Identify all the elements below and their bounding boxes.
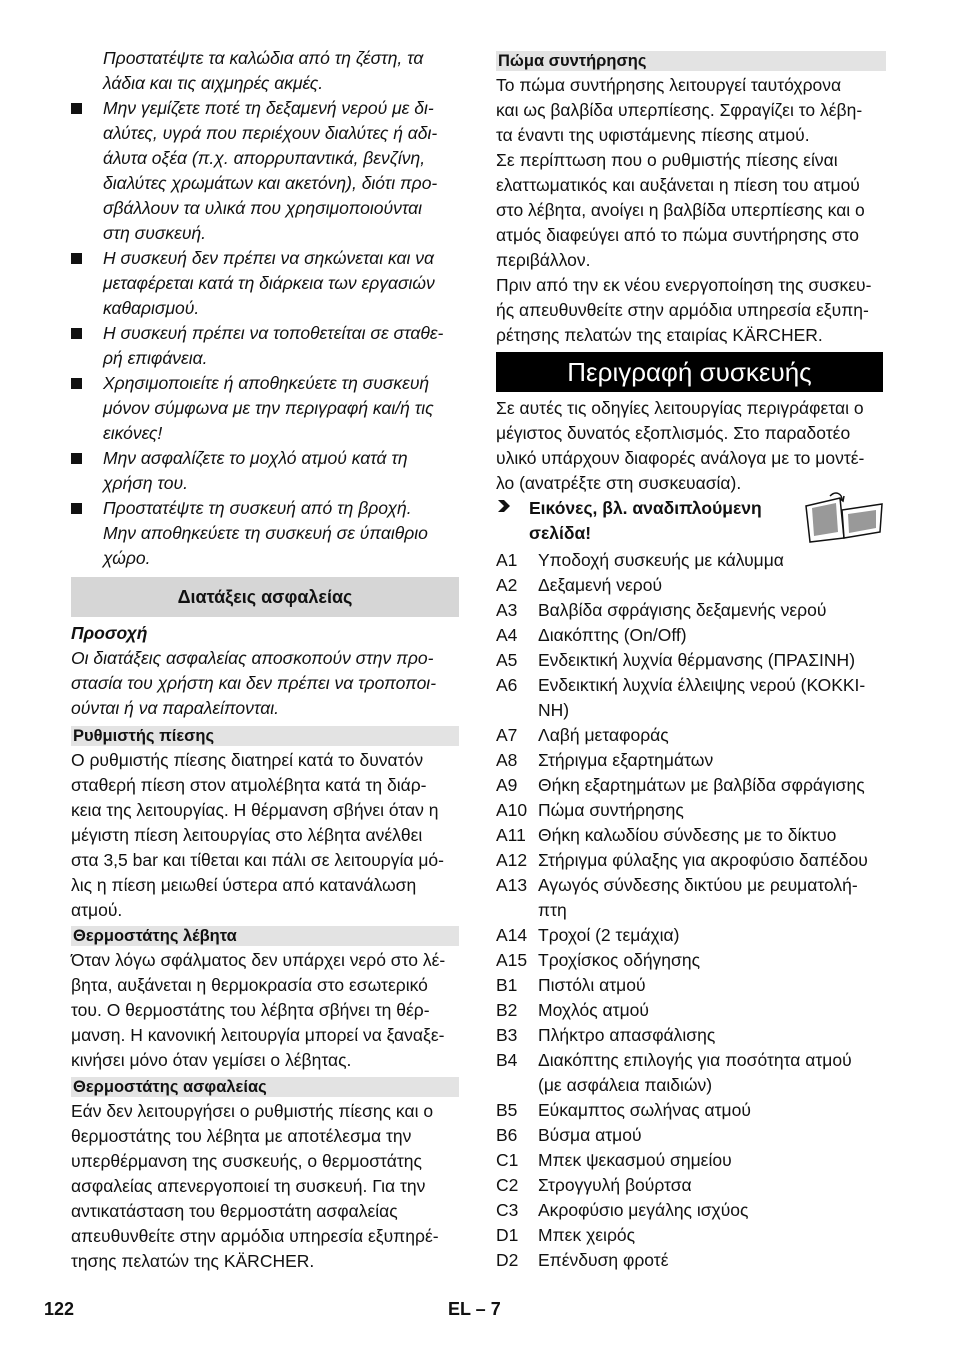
list-item: A4 Διακόπτης (On/Off) xyxy=(496,625,687,645)
list-item: B6 Βύσμα ατμού xyxy=(496,1125,642,1145)
list-item: A5 Ενδεικτική λυχνία θέρμανσης (ΠΡΑΣΙΝΗ) xyxy=(496,650,856,670)
open-book-icon xyxy=(802,492,886,551)
list-item: B4 Διακόπτης επιλογής για ποσότητα ατμού (με ασφάλεια παιδιών) xyxy=(496,1050,852,1095)
list-item: A15 Τροχίσκος οδήγησης xyxy=(496,950,701,970)
list-item: A1 Υποδοχή συσκευής με κάλυμμα xyxy=(496,550,784,570)
square-bullet-icon xyxy=(71,378,82,389)
list-item: B2 Μοχλός ατμού xyxy=(496,1000,649,1020)
bullet-item: Χρησιμοποιείτε ή αποθηκεύετε τη συσκευή μόνον σύμφωνα με την περιγραφή και/ή τις εικόνες! xyxy=(71,371,459,446)
pressure-regulator-heading: Ρυθμιστής πίεσης xyxy=(71,726,459,746)
caution-label: Προσοχή xyxy=(71,623,148,643)
bullet-item: Προστατέψτε τη συσκευή από τη βροχή. Μην αποθηκεύετε τη συσκευή σε ύπαιθριο χώρο. xyxy=(71,496,459,571)
page-label: EL – 7 xyxy=(448,1299,501,1319)
pressure-regulator-text: Ο ρυθμιστής πίεσης διατηρεί κατά το δυνατόν σταθερή πίεση στον ατμολέβητα κατά τη διάρ- κεια της λειτουργίας. Η θέρμανση σβήνει όταν η μέγιστη πίεση λειτουργίας στο λέβητα ανέλθει στα 3,5 bar και τίθεται και πάλι σε λειτουργία μό- λις η πίεση μειωθεί ύστερα από κατανάλωση ατμού. xyxy=(71,750,444,920)
list-item: A12 Στήριγμα φύλαξης για ακροφύσιο δαπέδου xyxy=(496,850,868,870)
parts-list xyxy=(496,548,888,1273)
maintenance-cap-section xyxy=(496,51,886,348)
device-description-text: Σε αυτές τις οδηγίες λειτουργίας περιγράφεται ο μέγιστος δυνατός εξοπλισμός. Στο παραδοτέο υλικό υπάρχουν διαφορές ανάλογα με το μοντέ- λο (ανατρέξτε στη συσκευασία). xyxy=(496,398,865,493)
list-item: A3 Βαλβίδα σφράγισης δεξαμενής νερού xyxy=(496,600,827,620)
list-item: A13 Αγωγός σύνδεσης δικτύου με ρευματολή- πτη xyxy=(496,875,858,920)
bullet-item: Μην ασφαλίζετε το μοχλό ατμού κατά τη χρήση του. xyxy=(71,446,459,496)
square-bullet-icon xyxy=(71,103,82,114)
list-item: C1 Μπεκ ψεκασμού σημείου xyxy=(496,1150,732,1170)
caution-text: Οι διατάξεις ασφαλείας αποσκοπούν στην προ- στασία του χρήστη και δεν πρέπει να τροποποι- ούνται ή να παραλείπονται. xyxy=(71,648,437,718)
list-item: A6 Ενδεικτική λυχνία έλλειψης νερού (ΚΟΚΚΙ- ΝΗ) xyxy=(496,675,866,720)
bullet-list xyxy=(71,96,459,571)
pressure-regulator-section xyxy=(71,726,459,923)
arrow-right-icon xyxy=(496,496,512,523)
caution-block xyxy=(71,621,459,721)
boiler-thermostat-heading: Θερμοστάτης λέβητα xyxy=(71,926,459,946)
list-item: A11 Θήκη καλωδίου σύνδεσης με το δίκτυο xyxy=(496,825,837,845)
maintenance-cap-heading: Πώμα συντήρησης xyxy=(496,51,886,71)
list-item: C2 Στρογγυλή βούρτσα xyxy=(496,1175,692,1195)
boiler-thermostat-text: Όταν λόγω σφάλματος δεν υπάρχει νερό στο λέ- βητα, αυξάνεται η θερμοκρασία στο εσωτερικό του. Ο θερμοστάτης του λέβητα σβήνει τη θέρ- μανση. Η κανονική λειτουργία μπορεί να ξαναξε- κινήσει μόνο όταν γεμίσει ο λέβητας. xyxy=(71,950,446,1070)
figures-note: Εικόνες, βλ. αναδιπλούμενη σελίδα! xyxy=(496,496,886,546)
bullet-item: Η συσκευή πρέπει να τοποθετείται σε σταθε- ρή επιφάνεια. xyxy=(71,321,459,371)
list-item: D2 Επένδυση φροτέ xyxy=(496,1250,669,1270)
list-item: B3 Πλήκτρο απασφάλισης xyxy=(496,1025,716,1045)
list-item: C3 Ακροφύσιο μεγάλης ισχύος xyxy=(496,1200,749,1220)
list-item: A10 Πώμα συντήρησης xyxy=(496,800,684,820)
square-bullet-icon xyxy=(71,328,82,339)
list-item: A7 Λαβή μεταφοράς xyxy=(496,725,669,745)
square-bullet-icon xyxy=(71,253,82,264)
square-bullet-icon xyxy=(71,453,82,464)
safety-devices-heading: Διατάξεις ασφαλείας xyxy=(71,577,459,617)
page-number: 122 xyxy=(44,1299,75,1319)
square-bullet-icon xyxy=(71,503,82,514)
list-item: A9 Θήκη εξαρτημάτων με βαλβίδα σφράγισης xyxy=(496,775,865,795)
maintenance-cap-text: Το πώμα συντήρησης λειτουργεί ταυτόχρονα και ως βαλβίδα υπερπίεσης. Σφραγίζει το λέβη- τα έναντι της υφιστάμενης πίεσης ατμού. Σε περίπτωση που ο ρυθμιστής πίεσης είναι ελαττωματικός και αυξάνεται η πίεση του ατμού στο λέβητα, ανοίγει η βαλβίδα υπερπίεσης και ο ατμός διαφεύγει από το πώμα συντήρησης στο περιβάλλον. Πριν από την εκ νέου ενεργοποίηση της συσκευ- ής απευθυνθείτε στην αρμόδια υπηρεσία εξυπη- ρέτησης πελατών της εταιρίας KÄRCHER. xyxy=(496,75,872,345)
safety-thermostat-section xyxy=(71,1077,459,1274)
device-description-heading: Περιγραφή συσκευής xyxy=(496,352,883,392)
safety-thermostat-text: Εάν δεν λειτουργήσει ο ρυθμιστής πίεσης και ο θερμοστάτης του λέβητα με αποτέλεσμα την υπερθέρμανση της συσκευής, ο θερμοστάτης ασφαλείας απενεργοποιεί τη συσκευή. Για την αντικατάσταση του θερμοστάτη ασφαλείας απευθυνθείτε στην αρμόδια υπηρεσία εξυπηρέ- τησης πελατών της KÄRCHER. xyxy=(71,1101,439,1271)
list-item: B5 Εύκαμπτος σωλήνας ατμού xyxy=(496,1100,751,1120)
list-item: D1 Μπεκ χειρός xyxy=(496,1225,636,1245)
intro-text: Προστατέψτε τα καλώδια από τη ζέστη, τα λάδια και τις αιχμηρές ακμές. xyxy=(103,48,424,93)
list-item: A14 Τροχοί (2 τεμάχια) xyxy=(496,925,680,945)
list-item: A8 Στήριγμα εξαρτημάτων xyxy=(496,750,714,770)
list-item: B1 Πιστόλι ατμού xyxy=(496,975,646,995)
bullet-item: Μην γεμίζετε ποτέ τη δεξαμενή νερού με δι- αλύτες, υγρά που περιέχουν διαλύτες ή αδι- άλυτα οξέα (π.χ. απορρυπαντικά, βενζίνη, διαλύτες χρωμάτων και ακετόνη), διότι προ- σβάλλουν τα υλικά που χρησιμοποιούνται στη συσκευή. xyxy=(71,96,459,246)
safety-thermostat-heading: Θερμοστάτης ασφαλείας xyxy=(71,1077,459,1097)
bullet-item: Η συσκευή δεν πρέπει να σηκώνεται και να μεταφέρεται κατά τη διάρκεια των εργασιών καθαρισμού. xyxy=(71,246,459,321)
boiler-thermostat-section xyxy=(71,926,459,1073)
list-item: A2 Δεξαμενή νερού xyxy=(496,575,663,595)
